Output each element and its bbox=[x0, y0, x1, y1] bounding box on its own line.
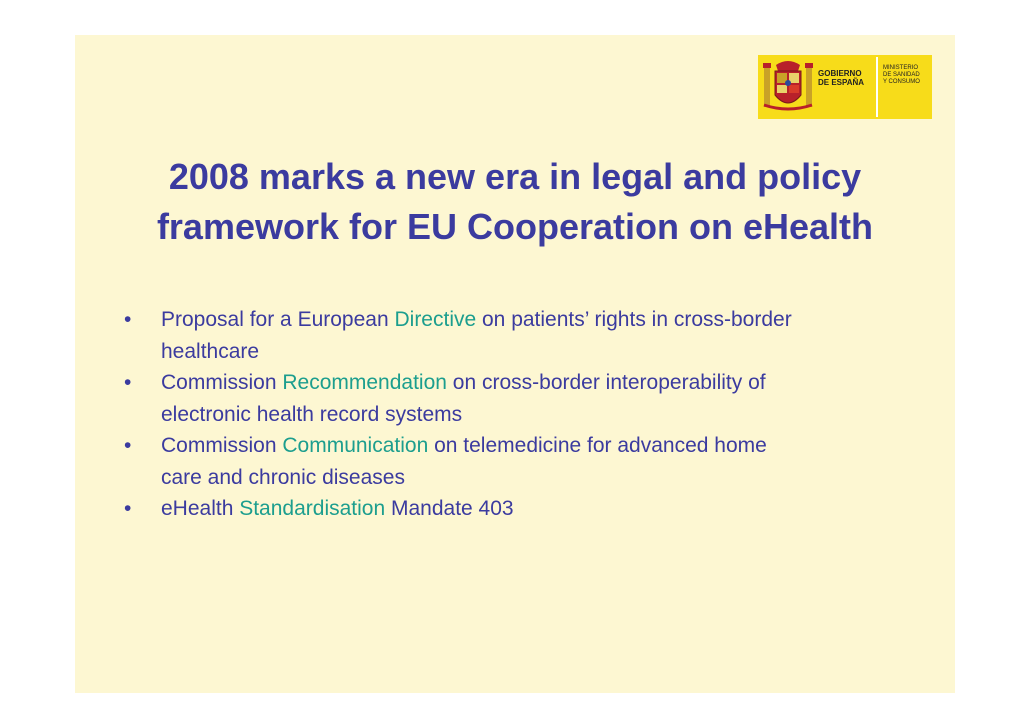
bullet-marker: • bbox=[124, 497, 132, 520]
list-item bbox=[124, 430, 924, 493]
list-item bbox=[124, 493, 924, 525]
bullet-keyword: Communication bbox=[282, 434, 429, 457]
gobierno-label: GOBIERNO DE ESPAÑA bbox=[818, 69, 865, 87]
bullet-text: Proposal for a European bbox=[161, 308, 395, 331]
bullet-text: eHealth bbox=[161, 497, 240, 520]
title-line-2: framework for EU Cooperation on eHealth bbox=[156, 206, 874, 247]
title-line-1: 2008 marks a new era in legal and policy bbox=[168, 156, 862, 197]
coat-of-arms-icon bbox=[762, 59, 814, 115]
bullet-keyword: Standardisation bbox=[239, 497, 386, 520]
bullet-text-line2: care and chronic diseases bbox=[161, 465, 405, 489]
bullet-keyword: Directive bbox=[394, 308, 477, 331]
list-item bbox=[124, 367, 924, 430]
bullet-text-rest: on patients’ rights in cross-border bbox=[476, 308, 792, 331]
bullet-marker: • bbox=[124, 371, 132, 394]
gobierno-logo bbox=[758, 55, 932, 119]
bullet-text-rest: on cross-border interoperability of bbox=[446, 371, 766, 394]
bullet-list bbox=[124, 304, 924, 525]
bullet-marker: • bbox=[124, 308, 132, 331]
bullet-text-line2: healthcare bbox=[161, 339, 260, 363]
bullet-keyword: Recommendation bbox=[282, 371, 447, 394]
bullet-text-rest: Mandate 403 bbox=[385, 497, 514, 520]
bullet-marker: • bbox=[124, 434, 132, 457]
logo-divider bbox=[876, 57, 878, 117]
list-item bbox=[124, 304, 924, 367]
ministerio-label: MINISTERIO DE SANIDAD Y CONSUMO bbox=[883, 65, 920, 85]
bullet-text-line2: electronic health record systems bbox=[161, 402, 463, 426]
slide-title bbox=[80, 152, 950, 252]
bullet-text: Commission bbox=[161, 371, 283, 394]
bullet-text: Commission bbox=[161, 434, 283, 457]
bullet-text-rest: on telemedicine for advanced home bbox=[428, 434, 767, 457]
